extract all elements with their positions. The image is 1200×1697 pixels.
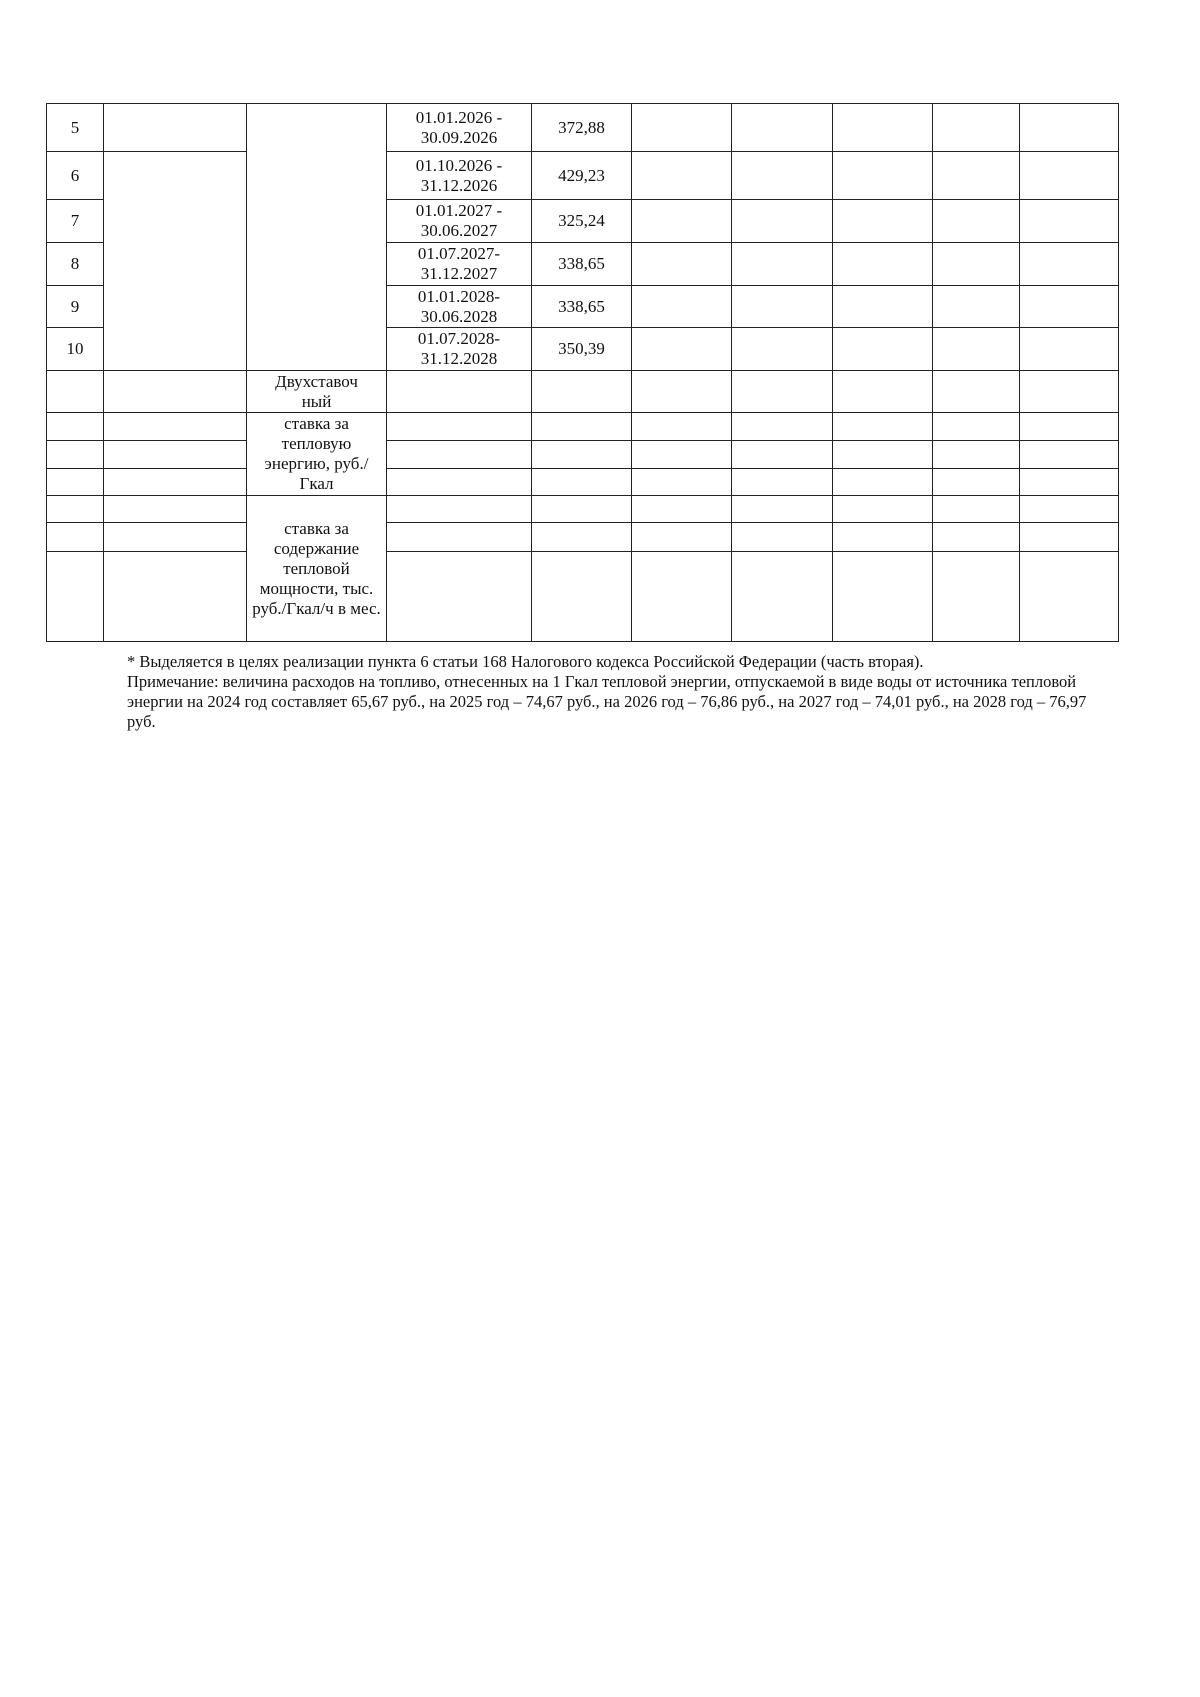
empty-cell <box>387 552 532 642</box>
empty-cell <box>933 441 1020 469</box>
empty-cell <box>632 552 732 642</box>
empty-cell <box>933 243 1020 286</box>
empty-cell <box>104 469 247 496</box>
period-end: 31.12.2028 <box>420 349 498 368</box>
table-row <box>47 104 1119 152</box>
empty-cell <box>387 441 532 469</box>
empty-cell <box>387 469 532 496</box>
empty-cell <box>632 152 732 200</box>
row-number: 7 <box>47 200 104 243</box>
empty-cell <box>632 104 732 152</box>
empty-cell <box>387 523 532 552</box>
table-row <box>47 496 1119 523</box>
empty-cell <box>833 371 933 413</box>
empty-cell <box>1020 469 1119 496</box>
table-row <box>47 441 1119 469</box>
empty-cell <box>632 200 732 243</box>
tariff-value: 372,88 <box>532 104 632 152</box>
empty-cell <box>632 371 732 413</box>
empty-cell <box>532 441 632 469</box>
period-cell <box>387 200 532 243</box>
empty-cell <box>47 496 104 523</box>
period-end: 31.12.2026 <box>420 175 498 195</box>
tariff-value: 429,23 <box>532 152 632 200</box>
empty-cell <box>833 104 933 152</box>
empty-cell <box>1020 413 1119 441</box>
empty-cell <box>1020 286 1119 328</box>
empty-cell <box>833 200 933 243</box>
empty-cell <box>933 371 1020 413</box>
period-end: 31.12.2027 <box>420 264 498 283</box>
empty-cell <box>732 496 833 523</box>
empty-cell <box>532 496 632 523</box>
period-start: 01.01.2028- <box>417 286 501 306</box>
empty-cell <box>933 496 1020 523</box>
table-row <box>47 523 1119 552</box>
row-number: 8 <box>47 243 104 286</box>
period-end: 30.09.2026 <box>420 127 498 147</box>
empty-cell <box>47 413 104 441</box>
empty-cell <box>732 104 833 152</box>
empty-cell <box>833 552 933 642</box>
empty-cell <box>387 496 532 523</box>
period-start: 01.10.2026 - <box>415 155 503 175</box>
row-number: 9 <box>47 286 104 328</box>
empty-cell <box>1020 496 1119 523</box>
empty-cell <box>1020 328 1119 371</box>
empty-cell <box>47 523 104 552</box>
empty-cell <box>933 152 1020 200</box>
empty-cell <box>732 523 833 552</box>
capacity-rate-label: ставка за содержание тепловой мощности, тыс. руб./Гкал/ч в мес. <box>247 496 387 642</box>
period-cell <box>387 104 532 152</box>
period-cell <box>387 152 532 200</box>
empty-cell <box>732 152 833 200</box>
empty-cell <box>732 286 833 328</box>
empty-cell <box>47 441 104 469</box>
tariff-value: 350,39 <box>532 328 632 371</box>
period-start: 01.07.2028- <box>417 329 501 348</box>
two-part-tariff-label <box>247 371 387 413</box>
table-row <box>47 552 1119 642</box>
period-start: 01.01.2027 - <box>415 201 503 220</box>
row-number: 6 <box>47 152 104 200</box>
empty-cell <box>532 523 632 552</box>
empty-cell <box>632 523 732 552</box>
empty-cell <box>833 469 933 496</box>
two-part-label-line: ный <box>301 391 332 411</box>
empty-cell <box>532 552 632 642</box>
empty-cell <box>933 200 1020 243</box>
empty-cell <box>833 328 933 371</box>
empty-cell <box>1020 371 1119 413</box>
empty-cell <box>47 371 104 413</box>
empty-cell <box>1020 152 1119 200</box>
empty-cell <box>732 441 833 469</box>
notes-block <box>127 652 1117 732</box>
empty-cell <box>833 413 933 441</box>
empty-cell <box>732 552 833 642</box>
empty-cell <box>1020 441 1119 469</box>
empty-cell <box>833 243 933 286</box>
empty-cell <box>833 523 933 552</box>
empty-cell <box>933 413 1020 441</box>
period-end: 30.06.2027 <box>420 221 498 240</box>
empty-cell <box>1020 200 1119 243</box>
empty-cell <box>732 413 833 441</box>
empty-cell <box>632 286 732 328</box>
empty-cell <box>1020 243 1119 286</box>
empty-cell <box>732 328 833 371</box>
empty-cell <box>104 523 247 552</box>
empty-cell <box>732 243 833 286</box>
empty-cell <box>732 469 833 496</box>
table-row <box>47 469 1119 496</box>
empty-cell <box>104 496 247 523</box>
tariff-value: 325,24 <box>532 200 632 243</box>
empty-cell <box>833 441 933 469</box>
empty-cell <box>532 469 632 496</box>
empty-cell <box>933 523 1020 552</box>
period-start: 01.01.2026 - <box>415 107 503 127</box>
empty-cell <box>933 328 1020 371</box>
empty-cell <box>532 413 632 441</box>
period-start: 01.07.2027- <box>417 244 501 263</box>
empty-cell <box>532 371 632 413</box>
tariff-table <box>46 103 1119 642</box>
empty-cell <box>632 441 732 469</box>
empty-cell <box>833 286 933 328</box>
empty-cell <box>632 328 732 371</box>
empty-cell <box>732 200 833 243</box>
period-end: 30.06.2028 <box>420 306 498 326</box>
empty-cell <box>933 286 1020 328</box>
empty-cell <box>933 104 1020 152</box>
empty-cell <box>104 552 247 642</box>
empty-cell <box>247 104 387 371</box>
empty-cell <box>104 152 247 371</box>
table-row <box>47 371 1119 413</box>
period-cell <box>387 243 532 286</box>
table-row <box>47 152 1119 200</box>
two-part-label-line: Двухставоч <box>275 371 358 391</box>
empty-cell <box>933 552 1020 642</box>
empty-cell <box>104 371 247 413</box>
empty-cell <box>833 152 933 200</box>
empty-cell <box>104 413 247 441</box>
empty-cell <box>387 371 532 413</box>
energy-rate-label: ставка за тепловую энергию, руб./Гкал <box>247 413 387 496</box>
empty-cell <box>1020 523 1119 552</box>
empty-cell <box>47 552 104 642</box>
period-cell <box>387 328 532 371</box>
empty-cell <box>104 441 247 469</box>
empty-cell <box>632 243 732 286</box>
empty-cell <box>632 413 732 441</box>
period-cell <box>387 286 532 328</box>
empty-cell <box>387 413 532 441</box>
row-number: 10 <box>47 328 104 371</box>
table-row <box>47 413 1119 441</box>
empty-cell <box>933 469 1020 496</box>
empty-cell <box>47 469 104 496</box>
tariff-value: 338,65 <box>532 243 632 286</box>
footnote-text: * Выделяется в целях реализации пункта 6 статьи 168 Налогового кодекса Российской Федерации (часть вторая). <box>127 652 924 671</box>
remark-text: Примечание: величина расходов на топливо, отнесенных на 1 Гкал тепловой энергии, отпускаемой в виде воды от источника тепловой энергии на 2024 год составляет 65,67 руб., на 2025 год – 74,67 руб., на 2026 год – 76,86 руб., на 2027 год – 74,01 руб., на 2028 год – 76,97 руб. <box>127 672 1087 731</box>
empty-cell <box>1020 552 1119 642</box>
empty-cell <box>732 371 833 413</box>
empty-cell <box>1020 104 1119 152</box>
empty-cell <box>104 104 247 152</box>
empty-cell <box>632 496 732 523</box>
empty-cell <box>833 496 933 523</box>
empty-cell <box>632 469 732 496</box>
tariff-value: 338,65 <box>532 286 632 328</box>
row-number: 5 <box>47 104 104 152</box>
